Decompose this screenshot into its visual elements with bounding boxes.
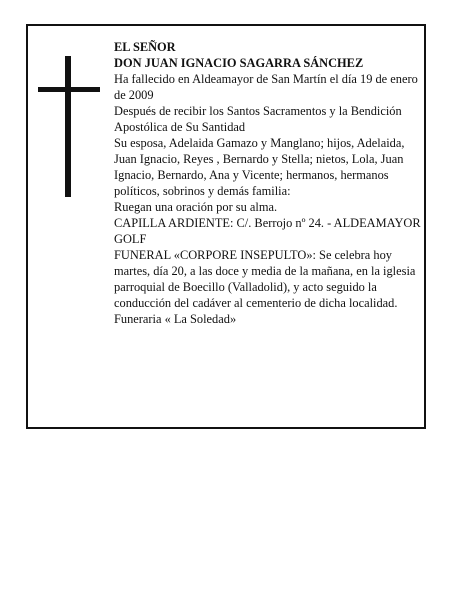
cross-horizontal-bar: [38, 87, 100, 92]
sacraments-line: Después de recibir los Santos Sacramentos y la Bendición Apostólica de Su Santidad: [114, 104, 402, 134]
funeral-info: FUNERAL «CORPORE INSEPULTO»: Se celebra hoy martes, día 20, a las doce y media de la mañana, en la iglesia parroquial de Boecillo (Valladolid), y acto seguido la conducción del cadáver al cementerio de dicha localidad.: [114, 248, 416, 310]
prayer-request: Ruegan una oración por su alma.: [114, 200, 278, 214]
funeral-home: Funeraria « La Soledad»: [114, 312, 237, 326]
chapel-info: CAPILLA ARDIENTE: C/. Berrojo nº 24. - ALDEAMAYOR GOLF: [114, 216, 421, 246]
notice-title-line-2: DON JUAN IGNACIO SAGARRA SÁNCHEZ: [114, 56, 364, 70]
cross-icon: [38, 56, 100, 197]
notice-title-line-1: EL SEÑOR: [114, 40, 176, 54]
obituary-text: [114, 39, 426, 327]
cross-vertical-bar: [65, 56, 71, 197]
death-announcement: Ha fallecido en Aldeamayor de San Martín el día 19 de enero de 2009: [114, 72, 418, 102]
family-list: Su esposa, Adelaida Gamazo y Manglano; hijos, Adelaida, Juan Ignacio, Reyes , Bernardo y Stella; nietos, Lola, Juan Ignacio, Bernardo, Ana y Vicente; hermanos, hermanos políticos, sobrinos y demás familia:: [114, 136, 405, 198]
